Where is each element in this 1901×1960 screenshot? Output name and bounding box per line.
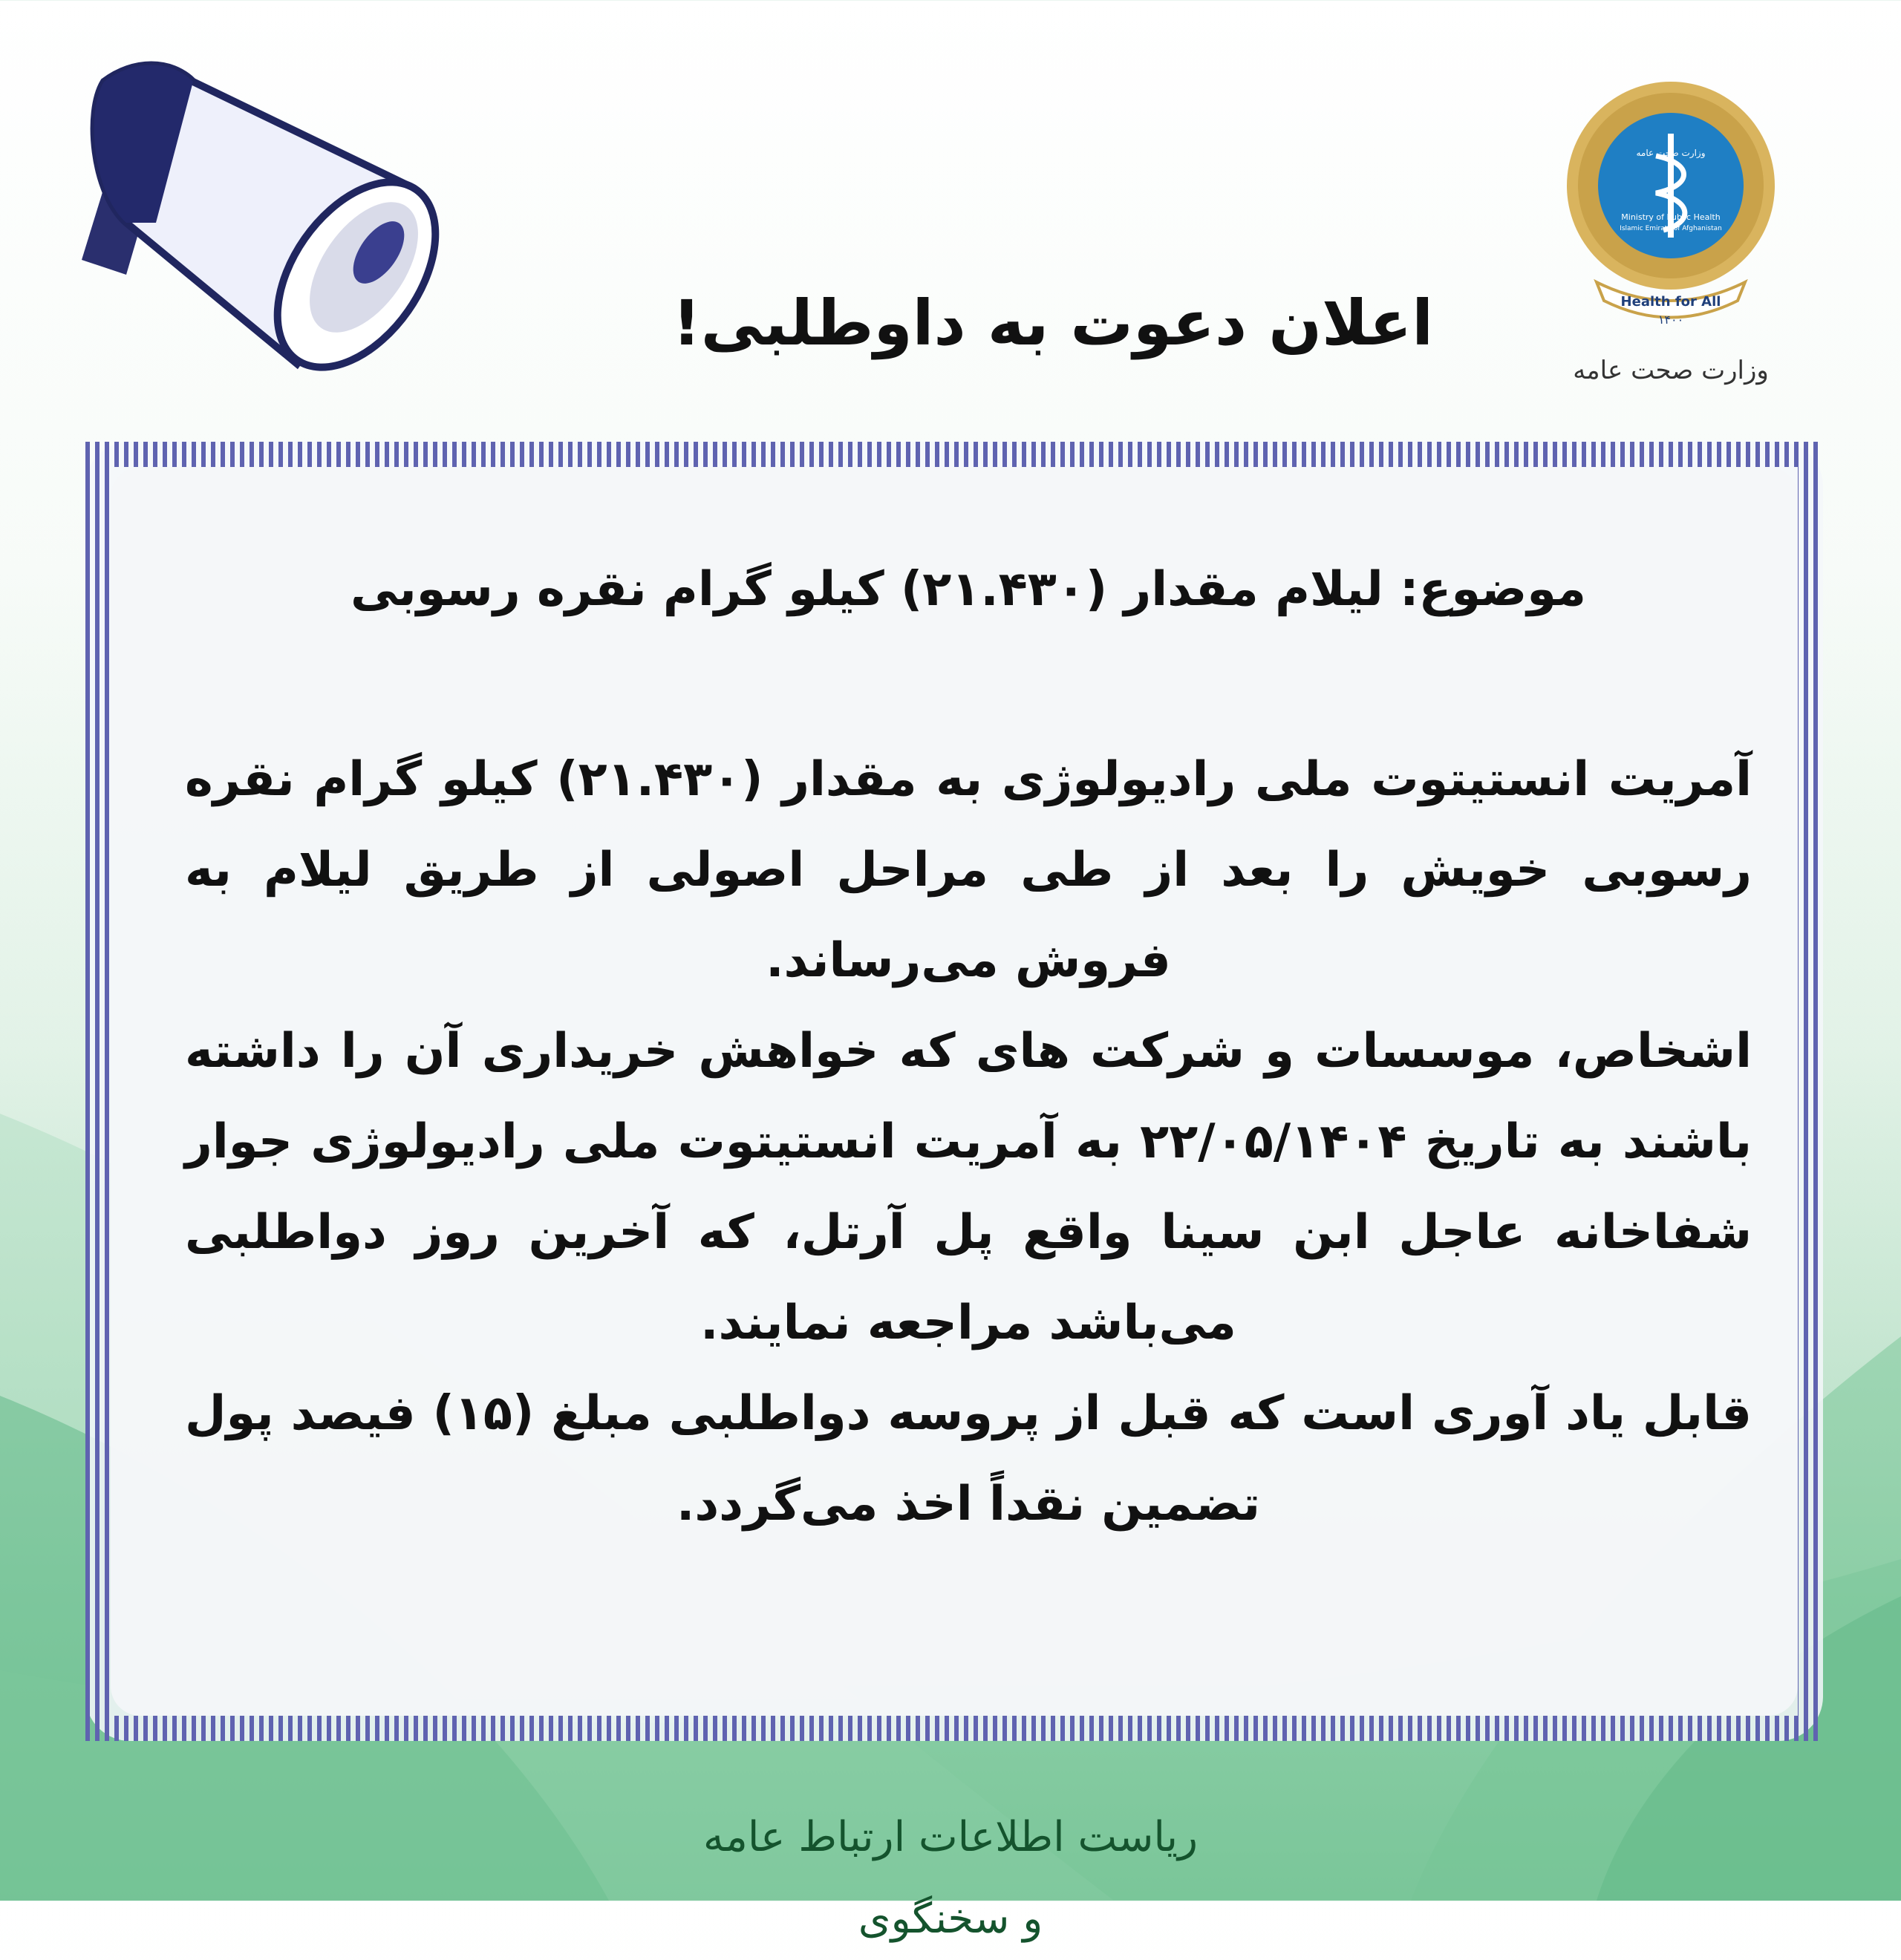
notice-frame (85, 442, 1823, 1741)
logo-ministry-en2: Islamic Emirate of Afghanistan (1620, 225, 1722, 232)
logo-year: ۱۴۰۰ (1657, 313, 1684, 327)
logo-slogan: Health for All (1620, 294, 1721, 310)
notice-paragraph-3: قابل یاد آوری است که قبل از پروسه دواطلبی مبلغ (۱۵) فیصد پول تضمین نقداً اخذ می‌گردد. (185, 1386, 1752, 1532)
logo-ministry-fa: وزارت صحت عامه (1636, 148, 1706, 158)
notice-paragraph-1: آمریت انستیتوت ملی رادیولوژی به مقدار (۲۱.۴۳۰) کیلو گرام نقره رسوبی خویش را بعد از طی مراحل اصولی از طریق لیلام به فروش می‌رساند. (185, 752, 1752, 988)
logo-ministry-en: Ministry of Public Health (1621, 212, 1721, 222)
notice-paragraph-2: اشخاص، موسسات و شرکت های که خواهش خریداری آن را داشته باشند به تاریخ ۲۲/۰۵/۱۴۰۴ به آمریت انستیتوت ملی رادیولوژی جوار شفاخانه عاجل ابن سینا واقع پل آرتل، که آخرین روز دواطلبی می‌باشد مراجعه نمایند. (185, 1024, 1752, 1350)
notice-subject: موضوع: لیلام مقدار (۲۱.۴۳۰) کیلو گرام نقره رسوبی (350, 562, 1587, 617)
notice-content (185, 556, 1752, 1549)
ministry-logo (1545, 74, 1797, 401)
page-title: اعلان دعوت به داوطلبی! (672, 287, 1433, 359)
footer-signature: ریاست اطلاعات ارتباط عامه و سخنگوی (702, 1813, 1199, 1943)
megaphone-icon (52, 30, 468, 386)
logo-signature: وزارت صحت عامه (1573, 356, 1769, 385)
